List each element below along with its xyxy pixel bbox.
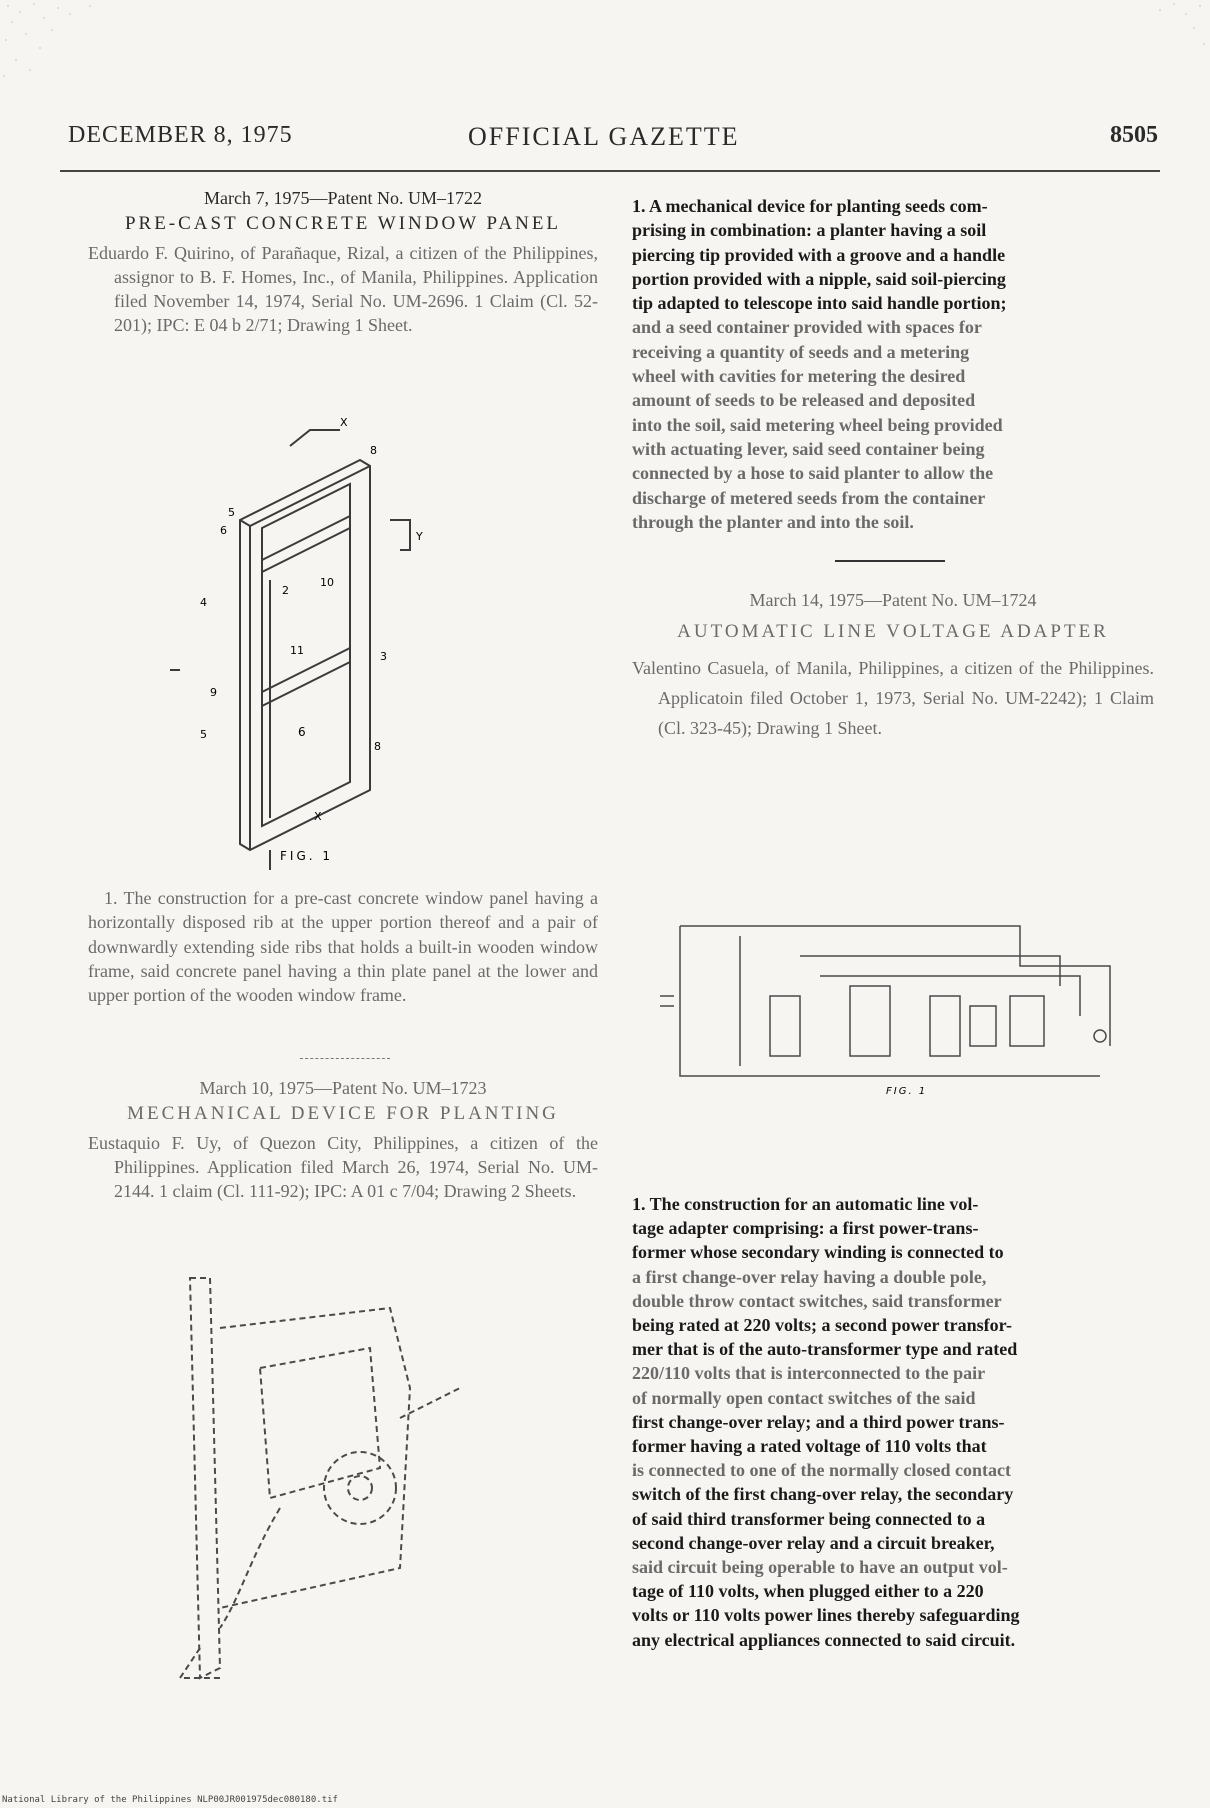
header-title: OFFICIAL GAZETTE bbox=[468, 122, 740, 151]
circuit-link-1 bbox=[800, 956, 1060, 986]
patent-um-1722-claim: 1. The construction for a pre-cast concrete window panel having a horizontally disposed rib at the upper portion thereof and a pair of downwardly extending side ribs that holds a built-in wooden window frame, said concrete panel having a thin plate panel at the lower and upper portion of the wooden window frame. bbox=[88, 888, 598, 1006]
soil-tip bbox=[180, 1648, 220, 1678]
transformer-3 bbox=[930, 996, 960, 1056]
claim-line: tage of 110 volts, when plugged either to a 220 bbox=[632, 1581, 984, 1602]
claim-line: is connected to one of the normally closed contact bbox=[632, 1460, 1011, 1481]
relay-1 bbox=[970, 1006, 996, 1046]
claim-line: switch of the first chang-over relay, the secondary bbox=[632, 1484, 1014, 1505]
patent-um-1724-heading: March 14, 1975—Patent No. UM–1724 bbox=[749, 590, 1037, 610]
claim-line: mer that is of the auto-transformer type and rated bbox=[632, 1339, 1018, 1360]
claim-line: prising in combination: a planter having a soil bbox=[632, 220, 987, 241]
claim-line: a first change-over relay having a double pole, bbox=[632, 1266, 987, 1287]
patent-um-1722-heading: March 7, 1975—Patent No. UM–1722 bbox=[204, 188, 482, 208]
panel-mid-rail-1 bbox=[262, 648, 350, 692]
claim-line: 220/110 volts that is interconnected to the pair bbox=[632, 1363, 986, 1384]
fig-label-x-bottom: X bbox=[314, 810, 322, 823]
patent-um-1723-heading: March 10, 1975—Patent No. UM–1723 bbox=[199, 1078, 487, 1098]
claim-line: first change-over relay; and a third power trans- bbox=[632, 1411, 1005, 1432]
header-date: DECEMBER 8, 1975 bbox=[68, 122, 293, 148]
metering-wheel-hub bbox=[348, 1476, 372, 1500]
claim-line: second change-over relay and a circuit breaker, bbox=[632, 1532, 995, 1553]
claim-line: portion provided with a nipple, said soil-piercing bbox=[632, 268, 1006, 289]
claim-line: being rated at 220 volts; a second power transfor- bbox=[632, 1315, 1012, 1336]
claim-line: former having a rated voltage of 110 volts that bbox=[632, 1436, 987, 1457]
page-header bbox=[68, 122, 1158, 162]
window-panel-figure bbox=[170, 410, 450, 870]
scan-footer: National Library of the Philippines NLP00JR001975dec080180.tif bbox=[2, 1795, 338, 1805]
planter-handle bbox=[190, 1278, 220, 1678]
fig-label-3: 3 bbox=[380, 650, 387, 663]
claim-line: of said third transformer being connected to a bbox=[632, 1508, 986, 1529]
scan-noise-left bbox=[0, 0, 120, 90]
claim-line: piercing tip provided with a groove and a handle bbox=[632, 244, 1006, 265]
metering-wheel bbox=[324, 1452, 396, 1524]
panel-rail-2 bbox=[262, 528, 350, 572]
panel-rail-1 bbox=[262, 516, 350, 560]
claim-line: volts or 110 volts power lines thereby safeguarding bbox=[632, 1605, 1020, 1626]
patent-um-1723-claim bbox=[632, 194, 1154, 534]
fig-label-8-bottom: 8 bbox=[374, 740, 381, 753]
fig-label-x-top: X bbox=[340, 416, 348, 429]
patent-um-1724-body: Valentino Casuela, of Manila, Philippines, a citizen of the Philippines. Applicatoin filed October 1, 1973, Serial No. UM-2242); 1 Claim (Cl. 323-45); Drawing 1 Sheet. bbox=[632, 657, 1154, 738]
claim-line: discharge of metered seeds from the container bbox=[632, 487, 986, 508]
claim-line: with actuating lever, said seed container being bbox=[632, 438, 985, 459]
section-divider-left bbox=[300, 1058, 390, 1059]
header-rule bbox=[60, 170, 1160, 172]
fig-label-9: 9 bbox=[210, 686, 217, 699]
fig-label-6-center: 6 bbox=[298, 725, 306, 739]
claim-line: former whose secondary winding is connected to bbox=[632, 1242, 1004, 1263]
panel-mid-rail-2 bbox=[262, 662, 350, 706]
output-terminal bbox=[1094, 1030, 1106, 1042]
claim-line: of normally open contact switches of the said bbox=[632, 1387, 976, 1408]
fig-label-6-top: 6 bbox=[220, 524, 227, 537]
claim-line: double throw contact switches, said transformer bbox=[632, 1290, 1002, 1311]
fig-label-2: 2 bbox=[282, 584, 289, 597]
planting-device-figure bbox=[160, 1268, 500, 1688]
claim-line: and a seed container provided with spaces for bbox=[632, 317, 982, 338]
leader-x-top bbox=[290, 430, 340, 446]
claim-line: tip adapted to telescope into said handle portion; bbox=[632, 293, 1007, 314]
fig-label-11: 11 bbox=[290, 644, 304, 657]
fig-label-y: Y bbox=[416, 530, 423, 543]
voltage-adapter-circuit bbox=[660, 896, 1120, 1096]
claim-line: tage adapter comprising: a first power-trans- bbox=[632, 1218, 979, 1239]
transformer-2 bbox=[850, 986, 890, 1056]
claim-line: any electrical appliances connected to said circuit. bbox=[632, 1629, 1016, 1650]
patent-um-1723-header bbox=[88, 1076, 598, 1203]
fig-label-5-top: 5 bbox=[228, 506, 235, 519]
claim-line: wheel with cavities for metering the desired bbox=[632, 366, 966, 387]
input-plug bbox=[660, 996, 674, 1006]
header-page-number: 8505 bbox=[1110, 122, 1158, 148]
claim-line: into the soil, said metering wheel being provided bbox=[632, 414, 1003, 435]
claim-line: amount of seeds to be released and deposited bbox=[632, 390, 976, 411]
patent-um-1722-title: PRE-CAST CONCRETE WINDOW PANEL bbox=[124, 213, 562, 235]
transformer-1 bbox=[770, 996, 800, 1056]
circuit-outer-loop bbox=[680, 926, 1110, 1046]
seed-container bbox=[260, 1348, 380, 1498]
claim-line: connected by a hose to said planter to allow the bbox=[632, 463, 994, 484]
claim-line: through the planter and into the soil. bbox=[632, 511, 914, 532]
patent-um-1723-title: MECHANICAL DEVICE FOR PLANTING bbox=[127, 1103, 559, 1125]
patent-um-1724-claim bbox=[632, 1192, 1154, 1652]
leader-y bbox=[390, 520, 410, 550]
discharge-hose bbox=[220, 1508, 280, 1628]
fig-label-4: 4 bbox=[200, 596, 207, 609]
relay-2 bbox=[1010, 996, 1044, 1046]
fig-caption-circuit: FIG. 1 bbox=[886, 1086, 928, 1096]
scan-noise-right bbox=[1090, 0, 1210, 90]
claim-line: 1. The construction for an automatic line vol- bbox=[632, 1194, 979, 1214]
patent-um-1724-header bbox=[632, 588, 1154, 743]
section-divider-right bbox=[835, 560, 945, 562]
claim-line: 1. A mechanical device for planting seeds com- bbox=[632, 196, 988, 216]
actuating-lever bbox=[400, 1388, 460, 1418]
patent-um-1722-body: Eduardo F. Quirino, of Parañaque, Rizal, a citizen of the Philippines, assignor to B. F. Homes, Inc., of Manila, Philippines. Application filed November 14, 1974, Serial No. UM-2696. 1 Claim (Cl. 52-201); IPC: E 04 b 2/71; Drawing 1 Sheet. bbox=[88, 242, 598, 336]
fig-label-8: 8 bbox=[370, 444, 377, 457]
claim-line: receiving a quantity of seeds and a metering bbox=[632, 341, 970, 362]
patent-um-1723-body: Eustaquio F. Uy, of Quezon City, Philippines, a citizen of the Philippines. Application filed March 26, 1974, Serial No. UM-2144. 1 claim (Cl. 111-92); IPC: A 01 c 7/04; Drawing 2 Sheets. bbox=[88, 1132, 598, 1202]
fig-label-5-bottom: 5 bbox=[200, 728, 207, 741]
fig-caption-window: FIG. 1 bbox=[280, 849, 334, 863]
patent-um-1722-header bbox=[88, 186, 598, 338]
claim-line: said circuit being operable to have an output vol- bbox=[632, 1557, 1008, 1578]
patent-um-1724-title: AUTOMATIC LINE VOLTAGE ADAPTER bbox=[677, 621, 1109, 643]
fig-label-10: 10 bbox=[320, 576, 334, 589]
